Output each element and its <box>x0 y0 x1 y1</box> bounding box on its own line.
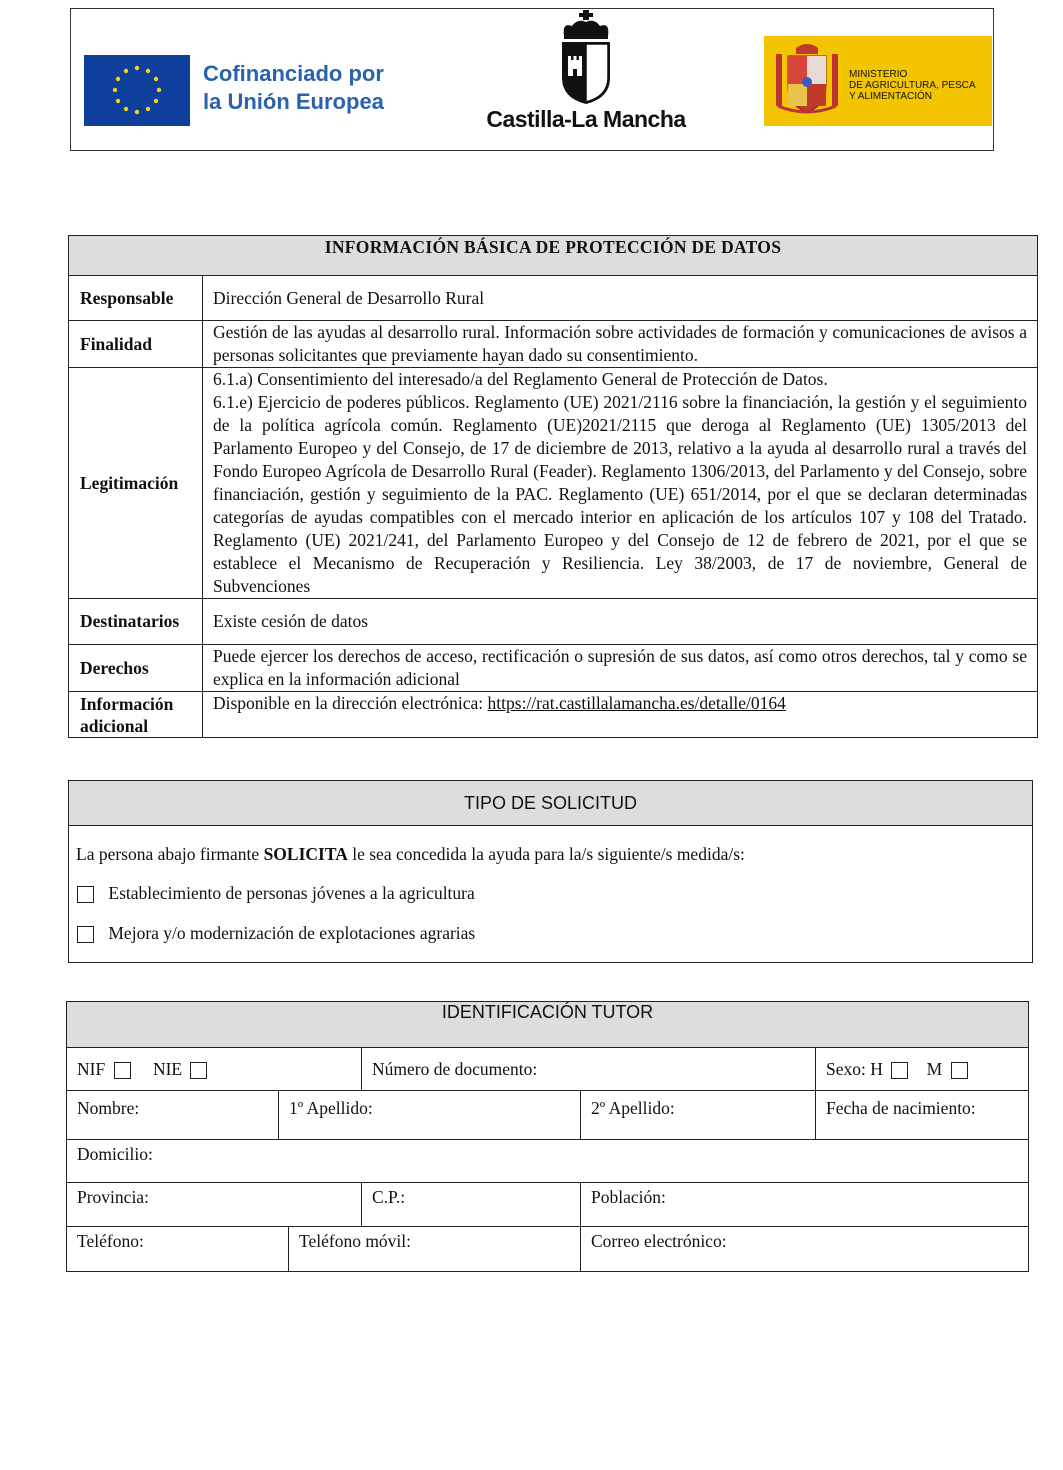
ministry-name <box>849 69 989 102</box>
nie-checkbox[interactable] <box>190 1062 207 1079</box>
sexo-h-checkbox[interactable] <box>891 1062 908 1079</box>
tutor-title: IDENTIFICACIÓN TUTOR <box>67 1002 1029 1048</box>
apellido1-field[interactable]: 1º Apellido: <box>279 1091 581 1140</box>
spain-coat-of-arms-icon <box>772 40 842 120</box>
row-label-destinatarios: Destinatarios <box>69 599 203 645</box>
row-value-destinatarios: Existe cesión de datos <box>203 599 1038 645</box>
tutor-identification-table <box>66 1001 1029 1272</box>
legitimacion-line1: 6.1.a) Consentimiento del interesado/a del Reglamento General de Protección de Datos. <box>213 369 828 389</box>
eu-flag-logo <box>84 55 190 126</box>
data-protection-table <box>68 235 1038 738</box>
row-value-derechos: Puede ejercer los derechos de acceso, rectificación o supresión de sus datos, así como otros derechos, tal y como se explica en la información adicional <box>203 645 1038 692</box>
apellido2-field[interactable]: 2º Apellido: <box>581 1091 816 1140</box>
checkbox-jovenes[interactable] <box>77 886 94 903</box>
sexo-label: Sexo: H <box>826 1058 883 1079</box>
tipo-solicitud-intro <box>76 843 1016 865</box>
fecha-nacimiento-field[interactable]: Fecha de nacimiento: <box>816 1091 1029 1140</box>
legitimacion-rest: Reglamento (UE) 2021/2116 sobre la financiación, la gestión y el seguimiento de la política agrícola común. Reglamento (UE)2021/2115 que deroga al Reglamento (UE) 1305/2013 del Parlamento Europeo y del Consejo, de 17 de diciembre de 2013, relativo a la ayuda al desarrollo rural a través del Fondo Europeo Agrícola de Desarrollo Rural (Feader). Reglamento 1306/2013, del Parlamento y del Consejo, sobre financiación, gestión y seguimiento de la PAC. Reglamento (UE) 651/2014, por el que se declaran determinadas categorías de ayudas compatibles con el mercado interior en aplicación de los artículos 107 y 108 del Tratado. Reglamento (UE) 2021/241, del Parlamento Europeo y del Consejo de 12 de febrero de 2021, por el que se establece el Mecanismo de Recuperación y Resiliencia. Ley 38/2003, de 17 de noviembre, General de Subvenciones <box>213 392 1027 596</box>
rat-detail-link[interactable]: https://rat.castillalamancha.es/detalle/0164 <box>487 693 786 713</box>
ministry-line3: Y ALIMENTACIÓN <box>849 91 932 102</box>
telefono-movil-field[interactable]: Teléfono móvil: <box>289 1227 581 1272</box>
sexo-cell <box>816 1048 1029 1091</box>
info-label-line2: adicional <box>80 715 149 736</box>
row-label-responsable: Responsable <box>69 276 203 321</box>
eu-text-line2: la Unión Europea <box>203 89 384 114</box>
nie-label: NIE <box>152 1058 183 1079</box>
correo-field[interactable]: Correo electrónico: <box>581 1227 1029 1272</box>
nombre-field[interactable]: Nombre: <box>67 1091 279 1140</box>
sexo-m-checkbox[interactable] <box>951 1062 968 1079</box>
provincia-field[interactable]: Provincia: <box>67 1183 362 1227</box>
checkbox-mejora[interactable] <box>77 926 94 943</box>
castilla-la-mancha-crest-icon <box>548 8 624 108</box>
eu-cofinanciado-text <box>203 60 463 116</box>
poblacion-field[interactable]: Población: <box>581 1183 1029 1227</box>
row-label-finalidad: Finalidad <box>69 321 203 368</box>
row-label-legitimacion: Legitimación <box>69 368 203 599</box>
nif-nie-cell <box>67 1048 362 1091</box>
row-label-derechos: Derechos <box>69 645 203 692</box>
domicilio-field[interactable]: Domicilio: <box>67 1140 1029 1183</box>
info-prefix: Disponible en la dirección electrónica: <box>213 693 488 713</box>
option-jovenes[interactable] <box>77 882 777 904</box>
eu-text-line1: Cofinanciado por <box>203 61 384 86</box>
cp-field[interactable]: C.P.: <box>362 1183 581 1227</box>
row-value-informacion-adicional <box>203 692 1038 738</box>
option-mejora[interactable] <box>77 922 777 944</box>
intro-after: le sea concedida la ayuda para la/s siguiente/s medida/s: <box>347 844 745 864</box>
row-value-responsable: Dirección General de Desarrollo Rural <box>203 276 1038 321</box>
ministry-line2: DE AGRICULTURA, PESCA <box>849 80 976 91</box>
legitimacion-lead: 6.1.e) Ejercicio de poderes públicos. <box>213 392 470 412</box>
row-label-informacion-adicional <box>69 692 203 738</box>
option-jovenes-label: Establecimiento de personas jóvenes a la agricultura <box>108 883 475 903</box>
option-mejora-label: Mejora y/o modernización de explotaciones agrarias <box>108 923 476 943</box>
row-value-legitimacion <box>203 368 1038 599</box>
castilla-la-mancha-text: Castilla-La Mancha <box>486 106 686 132</box>
row-value-finalidad: Gestión de las ayudas al desarrollo rural. Información sobre actividades de formación y comunicaciones de avisos a personas solicitantes que previamente hayan dado su consentimiento. <box>203 321 1038 368</box>
ministry-line1: MINISTERIO <box>849 69 908 80</box>
info-label-line1: Información <box>80 693 174 714</box>
sexo-m-label: M <box>926 1058 943 1079</box>
data-protection-title: INFORMACIÓN BÁSICA DE PROTECCIÓN DE DATOS <box>69 236 1038 276</box>
numero-documento-field[interactable]: Número de documento: <box>362 1048 816 1091</box>
telefono-field[interactable]: Teléfono: <box>67 1227 289 1272</box>
legitimacion-paragraph <box>213 391 1027 598</box>
nif-checkbox[interactable] <box>114 1062 131 1079</box>
intro-bold: SOLICITA <box>263 844 348 864</box>
intro-before: La persona abajo firmante <box>76 844 264 864</box>
tipo-solicitud-title: TIPO DE SOLICITUD <box>68 780 1033 826</box>
nif-label: NIF <box>77 1058 106 1079</box>
